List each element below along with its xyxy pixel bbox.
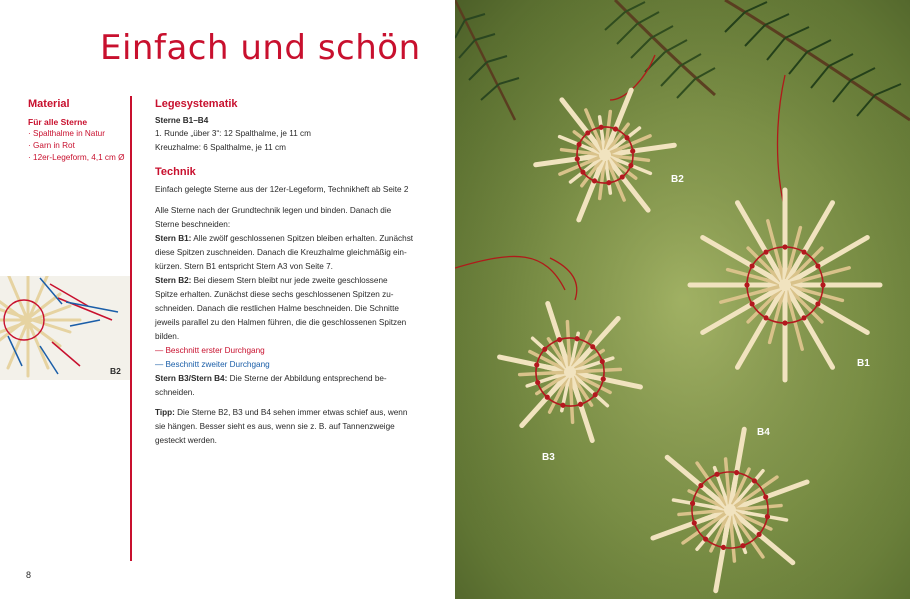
stern-b34-text: schneiden.: [155, 388, 195, 397]
cut-legend-second: — Beschnitt zweiter Durchgang: [155, 360, 270, 369]
legesystematik-heading: Legesystematik: [155, 98, 238, 110]
technik-heading: Technik: [155, 166, 196, 178]
star-label-b2: B2: [671, 174, 684, 185]
tipp-label: Tipp:: [155, 408, 175, 417]
legesystematik-line: 1. Runde „über 3“: 12 Spalthalme, je 11 cm: [155, 129, 311, 138]
stern-b1-text: Stern B1: Alle zwölf geschlossenen Spitzen bleiben erhalten. Zunächst: [155, 234, 414, 243]
stern-b2-text: schneiden. Danach die restlichen Halme beschneiden. Die Schnitte: [155, 304, 399, 313]
stern-b1-text: diese Spitzen zuschneiden. Danach die Kreuzhalme gleichmäßig ein-: [155, 248, 407, 257]
stern-b2-text: Stern B2: Bei diesem Stern bleibt nur jede zweite geschlossene: [155, 276, 388, 285]
stern-b2-text: bilden.: [155, 332, 180, 341]
page-number: 8: [26, 570, 32, 580]
technik-paragraph: Sterne beschneiden:: [155, 220, 231, 229]
material-item: · Spalthalme in Natur: [28, 128, 124, 140]
technik-paragraph: Alle Sterne nach der Grundtechnik legen und binden. Danach die: [155, 206, 392, 215]
stern-b2-text: Spitze erhalten. Zunächst diese sechs geschlossenen Spitzen zu-: [155, 290, 394, 299]
legesystematik-subheading: Sterne B1–B4: [155, 116, 209, 125]
material-item: · Garn in Rot: [28, 140, 124, 152]
stern-b1-label: Stern B1:: [155, 234, 192, 243]
stern-b34-label: Stern B3/Stern B4:: [155, 374, 228, 383]
tipp-text: sie hängen. Besser sieht es aus, wenn sie z. B. auf Tannenzweige: [155, 422, 395, 431]
material-list: [28, 128, 124, 164]
legesystematik-line: Kreuzhalme: 6 Spalthalme, je 11 cm: [155, 143, 286, 152]
stern-b34-text: Stern B3/Stern B4: Die Sterne der Abbildung entsprechend be-: [155, 374, 387, 383]
straw-stars-photo: [455, 0, 910, 599]
star-label-b3: B3: [542, 452, 555, 463]
thumbnail-label: B2: [110, 366, 121, 376]
column-divider: [130, 96, 132, 561]
b2-cut-diagram-image: [0, 276, 130, 380]
tipp-text: gesteckt werden.: [155, 436, 217, 445]
page-title: Einfach und schön: [100, 28, 421, 68]
star-label-b4: B4: [757, 427, 770, 438]
stern-b1-text: kürzen. Stern B1 entspricht Stern A3 von Seite 7.: [155, 262, 333, 271]
b2-cut-diagram: [0, 276, 130, 380]
cut-legend-first: — Beschnitt erster Durchgang: [155, 346, 265, 355]
material-subheading: Für alle Sterne: [28, 117, 88, 127]
tipp-text: Tipp: Die Sterne B2, B3 und B4 sehen immer etwas schief aus, wenn: [155, 408, 408, 417]
stern-b2-label: Stern B2:: [155, 276, 192, 285]
material-item: · 12er-Legeform, 4,1 cm Ø: [28, 152, 124, 164]
technik-intro: Einfach gelegte Sterne aus der 12er-Legeform, Technikheft ab Seite 2: [155, 185, 409, 194]
photo-illustration: [455, 0, 910, 599]
star-label-b1: B1: [857, 358, 870, 369]
stern-b2-text: jeweils parallel zu den Halmen führen, die die geschlossenen Spitzen: [155, 318, 407, 327]
material-heading: Material: [28, 98, 70, 110]
